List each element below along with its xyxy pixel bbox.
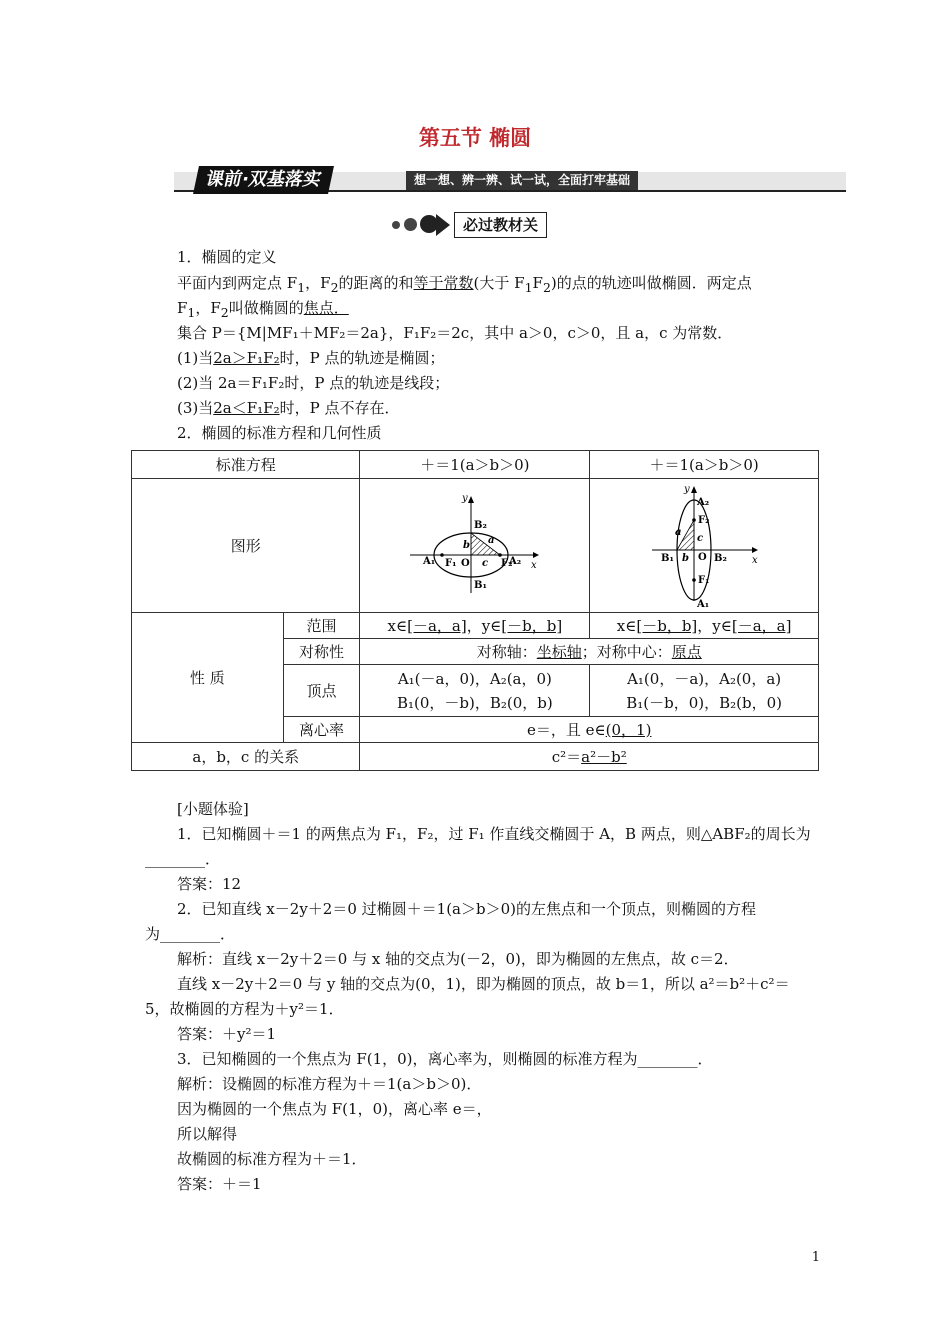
practice-heading: [小题体验] [177, 800, 249, 818]
dot-icon [404, 218, 417, 231]
question-2: 2．已知直线 x－2y＋2＝0 过椭圆＋＝1(a＞b＞0)的左焦点和一个顶点，则椭圆的方程 [177, 900, 756, 918]
solution-3-line2: 因为椭圆的一个焦点为 F(1，0)，离心率 e＝， [177, 1100, 492, 1118]
section2-heading: 2．椭圆的标准方程和几何性质 [177, 424, 382, 442]
vertex-label: A₁ [422, 555, 435, 567]
subheading [392, 212, 592, 238]
vertex-label: B₂ [473, 519, 487, 531]
vertex-label: B₂ [714, 553, 727, 564]
vertex-label: A₂ [508, 555, 521, 567]
page-number: 1 [811, 1250, 820, 1265]
graph-label: 图形 [132, 479, 360, 613]
banner-sub-label: 想一想、辨一辨、试一试，全面打牢基础 [406, 171, 638, 190]
table-row [132, 451, 819, 479]
solution-3-line3: 所以解得 [177, 1125, 238, 1143]
solution-2-line3: 5，故椭圆的方程为＋y²＝1． [145, 1000, 344, 1018]
table-row [132, 743, 819, 771]
symmetry-value: 对称轴：坐标轴；对称中心：原点 [360, 639, 819, 665]
y-axis-label: y [684, 484, 690, 495]
focus-label: F₂ [500, 557, 513, 569]
segment-label: c [697, 533, 704, 544]
answer-1: 答案：12 [177, 875, 242, 893]
x-axis-label: x [530, 559, 537, 571]
vertical-ellipse-figure [644, 483, 764, 608]
table-row [132, 479, 819, 613]
horizontal-ellipse-figure [405, 491, 545, 601]
range-col1: x∈[－a，a]，y∈[－b，b] [360, 613, 590, 639]
origin-label: O [460, 557, 470, 569]
graph-col2 [590, 479, 819, 613]
definition-line1: 平面内到两定点 $F_1$，$F_2$的距离的和等于常数(大于 $F_1F_2$)的点的轨迹叫做椭圆．两定点 [177, 274, 752, 295]
answer-2: 答案：＋y²＝1 [177, 1025, 277, 1043]
solution-2-line1: 解析：直线 x－2y＋2＝0 与 x 轴的交点为(－2，0)，即为椭圆的左焦点，故 c＝2． [177, 950, 739, 968]
question-2-blank: 为________． [145, 925, 236, 943]
graph-col1 [360, 479, 590, 613]
range-label: 范围 [283, 613, 360, 639]
section-banner [174, 166, 846, 194]
vertex-label: B₁ [661, 553, 674, 564]
y-axis-label: y [461, 492, 468, 504]
focus-label: F₂ [698, 515, 710, 526]
solution-3-line1: 解析：设椭圆的标准方程为＋＝1(a＞b＞0)． [177, 1075, 482, 1093]
question-1: 1．已知椭圆＋＝1 的两焦点为 F₁，F₂，过 F₁ 作直线交椭圆于 A，B 两点，则△ABF₂的周长为 [177, 825, 811, 843]
set-definition: 集合 P＝{M|MF₁＋MF₂＝2a}，F₁F₂＝2c，其中 a＞0，c＞0，且 a，c 为常数． [177, 324, 733, 342]
vertex-col2: A₁(0，－a)，A₂(0，a) B₁(－b，0)，B₂(b，0) [590, 665, 819, 717]
eccentricity-label: 离心率 [283, 717, 360, 743]
vertex-label: A₁ [697, 599, 710, 608]
page-title: 第五节 椭圆 [418, 126, 532, 150]
segment-label: a [675, 527, 682, 538]
focus-label: F₁ [698, 575, 710, 586]
table-row [132, 613, 819, 639]
subheading-label: 必过教材关 [454, 212, 547, 238]
solution-2-line2: 直线 x－2y＋2＝0 与 y 轴的交点为(0，1)，即为椭圆的顶点，故 b＝1，所以 a²＝b²＋c²＝ [177, 975, 790, 993]
range-col2: x∈[－b，b]，y∈[－a，a] [590, 613, 819, 639]
case-1: (1)当2a＞F₁F₂时，P 点的轨迹是椭圆； [177, 349, 445, 367]
segment-label: b [682, 553, 690, 564]
section1-heading: 1．椭圆的定义 [177, 248, 277, 266]
segment-label: c [481, 557, 488, 569]
properties-table [131, 450, 819, 771]
relation-label: a，b，c 的关系 [132, 743, 360, 771]
origin-label: O [698, 552, 707, 563]
eccentricity-value: e＝，且 e∈(0，1) [360, 717, 819, 743]
dot-icon [392, 221, 400, 229]
properties-label: 性 质 [132, 613, 284, 743]
definition-line2: $F_1$，$F_2$叫做椭圆的焦点． [177, 299, 349, 320]
answer-3: 答案：＋＝1 [177, 1175, 262, 1193]
banner-main-label: 课前·双基落实 [193, 166, 334, 194]
vertex-label: 顶点 [283, 665, 360, 717]
focus-label: F₁ [444, 557, 457, 569]
solution-3-line4: 故椭圆的标准方程为＋＝1． [177, 1150, 367, 1168]
x-axis-label: x [752, 555, 758, 566]
segment-label: b [462, 539, 470, 551]
header-col1: ＋＝1(a＞b＞0) [360, 451, 590, 479]
symmetry-label: 对称性 [283, 639, 360, 665]
arrow-icon [436, 214, 452, 236]
question-1-blank: ________． [145, 850, 221, 868]
vertex-label: A₂ [697, 497, 710, 508]
segment-label: a [487, 534, 495, 546]
vertex-col1: A₁(－a，0)，A₂(a，0) B₁(0，－b)，B₂(0，b) [360, 665, 590, 717]
vertex-label: B₁ [473, 579, 487, 591]
case-3: (3)当2a＜F₁F₂时，P 点不存在． [177, 399, 400, 417]
relation-value: c²＝a²－b² [360, 743, 819, 771]
question-3: 3．已知椭圆的一个焦点为 F(1，0)，离心率为，则椭圆的标准方程为________． [177, 1050, 713, 1068]
header-label: 标准方程 [132, 451, 360, 479]
header-col2: ＋＝1(a＞b＞0) [590, 451, 819, 479]
case-2: (2)当 2a＝F₁F₂时，P 点的轨迹是线段； [177, 374, 450, 392]
